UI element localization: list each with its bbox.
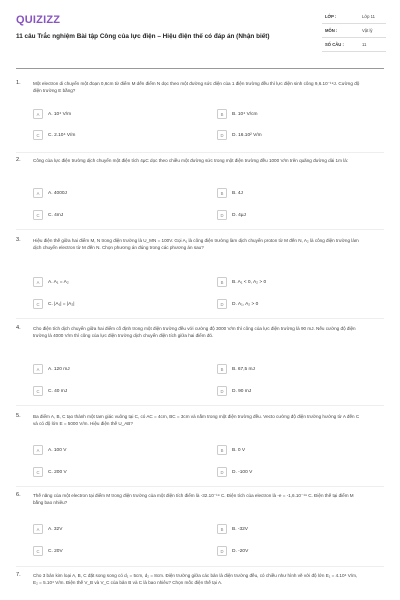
question-3 — [16, 237, 384, 319]
option-a[interactable] — [33, 443, 203, 457]
option-d[interactable] — [217, 544, 387, 558]
option-c[interactable] — [33, 128, 203, 142]
option-b[interactable] — [217, 362, 387, 376]
option-text: B. A₁ < 0, A₂ > 0 — [232, 279, 267, 285]
option-text: B. 67,5 mJ — [232, 366, 255, 372]
option-letter-box: D — [217, 467, 227, 477]
meta-table — [322, 10, 386, 52]
question-text: Thế năng của một electron tại điểm M trong điện trường của một điện tích điểm là -32.10⁻¹⁹ C. Điện tích của electron là -e = -1,6.10⁻¹⁹ C. Điện thế tại điểm M bằng bao nhiêu? — [33, 493, 354, 506]
option-letter-box: A — [33, 445, 43, 455]
option-letter-box: A — [33, 364, 43, 374]
option-letter-box: B — [217, 524, 227, 534]
option-b[interactable] — [217, 107, 387, 121]
option-c[interactable] — [33, 384, 203, 398]
question-4 — [16, 325, 384, 409]
option-text: B. 10⁴ V/cm — [232, 111, 258, 117]
option-text: C. 20V — [48, 548, 63, 554]
question-7 — [16, 572, 384, 600]
option-text: D. -100 V — [232, 469, 253, 475]
quizizz-logo: QUIZIZZ — [16, 14, 61, 26]
option-letter-box: C — [33, 210, 43, 220]
option-text: D. -20V — [232, 548, 249, 554]
option-text: B. -32V — [232, 526, 248, 532]
option-letter-box: D — [217, 386, 227, 396]
document-header — [0, 0, 400, 70]
option-letter-box: C — [33, 546, 43, 556]
option-d[interactable] — [217, 384, 387, 398]
option-b[interactable] — [217, 522, 387, 536]
option-text: D. 16.10² V/m — [232, 132, 262, 138]
document-title: 11 câu Trắc nghiệm Bài tập Công của lực điện – Hiệu điện thế có đáp án (Nhận biết) — [16, 33, 270, 40]
question-number: 3. — [16, 237, 21, 243]
meta-label: LỚP : — [325, 14, 337, 19]
question-separator — [16, 152, 384, 153]
question-text: Ba điểm A, B, C tạo thành một tam giác vuông tại C, có AC = 4cm, BC = 3cm và nằm trong một điện trường đều. Vecto cường độ điện trường hướng từ A đến C và có độ lớn E = 5000 V/m. Hiệu điện thế U_AB? — [33, 414, 360, 427]
question-5 — [16, 413, 384, 481]
option-text: A. 4000J — [48, 190, 67, 196]
option-text: D. 90 mJ — [232, 388, 252, 394]
question-number: 6. — [16, 492, 21, 498]
option-a[interactable] — [33, 522, 203, 536]
option-b[interactable] — [217, 186, 387, 200]
option-c[interactable] — [33, 208, 203, 222]
option-d[interactable] — [217, 128, 387, 142]
option-text: B. 0 V — [232, 447, 246, 453]
question-separator — [16, 566, 384, 567]
question-text: Cho điện tích dịch chuyển giữa hai điểm cố định trong một điện trường đều với cường độ 3000 V/m thì công của lực điện trường là 90 mJ. Nếu cường độ điện trường là 4000 V/m thì công của lực điện trường dịch chuyển điện tích giữa hai điểm đó. — [33, 326, 356, 339]
question-number: 5. — [16, 413, 21, 419]
question-text: Cho 3 bản kim loại A, B, C đặt song song có d₁ = 5cm, d₂ = 8cm. Điện trường giữa các bản là điện trường đều, có chiều như hình vẽ với độ lớn E₁ = 4.10⁴ V/m, E₂ = 5.10⁴ V/m. Điện thế V_B và V_C của bản B và C là bao nhiêu? Chọn mốc điện thế tại A. — [33, 573, 358, 586]
option-text: D. A₁, A₂ > 0 — [232, 301, 259, 307]
option-a[interactable] — [33, 107, 203, 121]
question-number: 7. — [16, 572, 21, 578]
meta-value: 11 — [362, 42, 367, 47]
option-c[interactable] — [33, 544, 203, 558]
option-text: C. |A₁| = |A₂| — [48, 301, 75, 307]
option-text: C. 2.10⁴ V/m — [48, 132, 76, 138]
option-letter-box: B — [217, 364, 227, 374]
option-d[interactable] — [217, 208, 387, 222]
option-text: A. 100 V — [48, 447, 67, 453]
question-number: 1. — [16, 80, 21, 86]
option-letter-box: B — [217, 188, 227, 198]
option-letter-box: A — [33, 109, 43, 119]
meta-value: Lớp 11 — [362, 14, 375, 19]
option-letter-box: D — [217, 546, 227, 556]
option-a[interactable] — [33, 186, 203, 200]
option-text: A. 120 mJ — [48, 366, 70, 372]
option-text: B. 4J — [232, 190, 243, 196]
question-number: 2. — [16, 157, 21, 163]
option-text: D. 4μJ — [232, 212, 246, 218]
option-letter-box: B — [217, 109, 227, 119]
option-letter-box: C — [33, 467, 43, 477]
option-text: A. A₁ = A₂ — [48, 279, 69, 285]
question-text: Một electron di chuyển một đoạn 0,6cm từ điểm M dến điểm N dọc theo một đường sức điện của 1 điện trường đều thì lực điện sinh công 9,6.10⁻¹⁹J. Cường độ điện trường E bằng? — [33, 81, 360, 94]
question-text: Hiệu điện thế giữa hai điểm M, N trong điện trường là U_MN = 100V. Gọi A₁ là công điện trường làm dịch chuyển proton từ M đến N, A₂ là công điện trường làm dịch chuyển electron từ M đến N. Chọn phương án đúng trong các phương án sau? — [33, 238, 359, 251]
question-1 — [16, 80, 384, 142]
option-a[interactable] — [33, 362, 203, 376]
option-b[interactable] — [217, 443, 387, 457]
option-text: C. 4mJ — [48, 212, 64, 218]
question-text: Công của lực điện trường dịch chuyển một điện tích 4μC dọc theo chiều một đường sức trong một điện trường đều 1000 V/m trên quãng đường dài 1m là: — [33, 158, 349, 163]
option-letter-box: D — [217, 210, 227, 220]
question-6 — [16, 492, 384, 560]
question-number: 4. — [16, 325, 21, 331]
option-letter-box: C — [33, 299, 43, 309]
option-text: A. 10⁴ V/m — [48, 111, 72, 117]
meta-row-class — [322, 10, 386, 24]
question-2 — [16, 157, 384, 223]
option-text: A. 32V — [48, 526, 63, 532]
option-letter-box: A — [33, 277, 43, 287]
option-c[interactable] — [33, 465, 203, 479]
option-c[interactable] — [33, 297, 203, 311]
option-text: C. 200 V — [48, 469, 67, 475]
meta-row-subject — [322, 24, 386, 38]
option-letter-box: B — [217, 277, 227, 287]
option-d[interactable] — [217, 297, 387, 311]
meta-label: SỐ CÂU : — [325, 42, 344, 47]
option-letter-box: C — [33, 130, 43, 140]
question-separator — [16, 229, 384, 230]
question-separator — [16, 318, 384, 319]
option-letter-box: D — [217, 299, 227, 309]
option-a[interactable] — [33, 275, 203, 289]
option-b[interactable] — [217, 275, 387, 289]
header-divider — [16, 68, 384, 69]
meta-label: MÔN : — [325, 28, 338, 33]
question-separator — [16, 486, 384, 487]
option-letter-box: B — [217, 445, 227, 455]
option-letter-box: A — [33, 188, 43, 198]
option-letter-box: C — [33, 386, 43, 396]
option-letter-box: A — [33, 524, 43, 534]
option-text: C. 40 mJ — [48, 388, 68, 394]
meta-row-count — [322, 38, 386, 52]
option-d[interactable] — [217, 465, 387, 479]
question-separator — [16, 405, 384, 406]
option-letter-box: D — [217, 130, 227, 140]
meta-value: Vật lý — [362, 28, 373, 33]
